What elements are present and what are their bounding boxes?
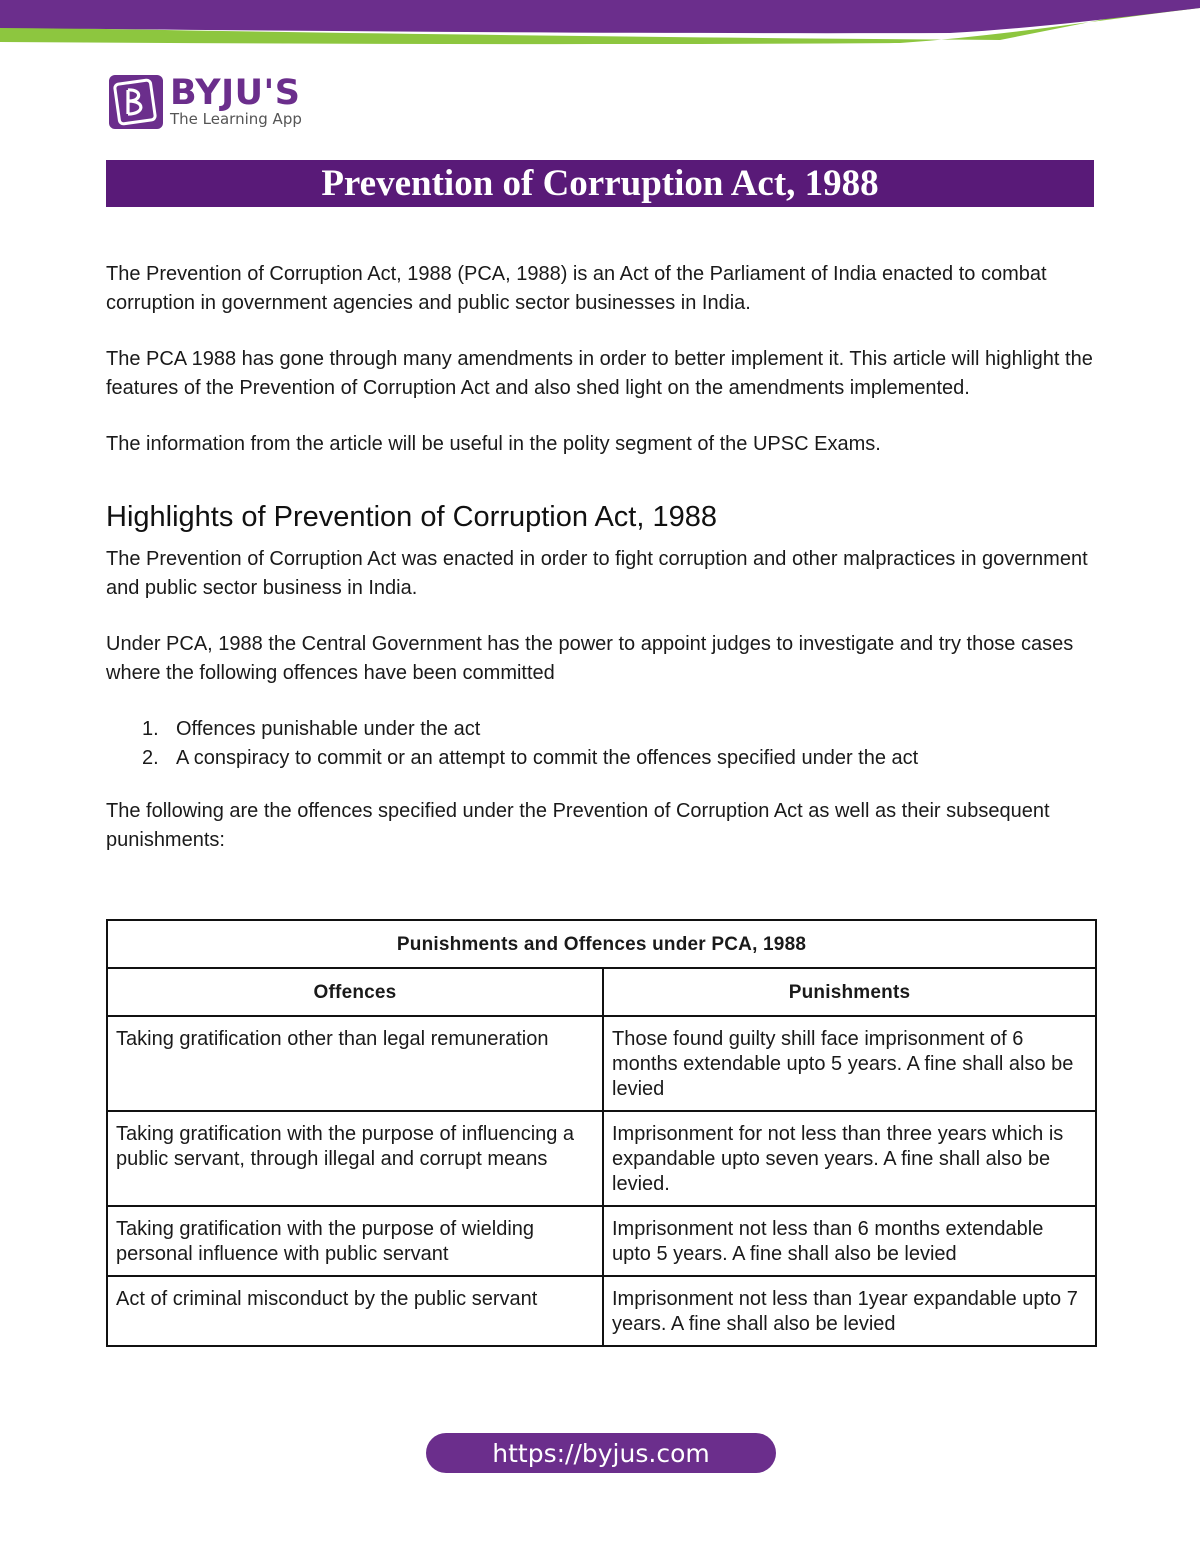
list-item-number: 2. (142, 746, 159, 769)
offences-table (106, 919, 1097, 1347)
punishment-cell: Imprisonment not less than 6 months extendable upto 5 years. A fine shall also be levied (603, 1206, 1096, 1276)
offence-cell: Act of criminal misconduct by the public servant (107, 1276, 603, 1346)
column-header-offences: Offences (107, 968, 603, 1016)
intro-paragraph: The Prevention of Corruption Act, 1988 (PCA, 1988) is an Act of the Parliament of India enacted to combat corruption in government agencies and public sector businesses in India. (106, 263, 1047, 314)
list-item (106, 744, 1096, 773)
list-item-number: 1. (142, 717, 159, 740)
offence-cell: Taking gratification with the purpose of influencing a public servant, through illegal and corrupt means (107, 1111, 603, 1206)
header-decorative-band (0, 0, 1200, 48)
section-paragraph: The Prevention of Corruption Act was enacted in order to fight corruption and other malpractices in government and public sector business in India. (106, 547, 1088, 599)
brand-logo (108, 72, 302, 130)
offence-cell: Taking gratification other than legal remuneration (107, 1016, 603, 1111)
intro-paragraph: The PCA 1988 has gone through many amendments in order to better implement it. This article will highlight the features of the Prevention of Corruption Act and also shed light on the amendments implemented. (106, 348, 1093, 399)
intro-paragraph: The information from the article will be useful in the polity segment of the UPSC Exams. (106, 433, 881, 455)
table-caption: Punishments and Offences under PCA, 1988 (107, 920, 1096, 968)
table-row (107, 1206, 1096, 1276)
offence-cell: Taking gratification with the purpose of wielding personal influence with public servant (107, 1206, 603, 1276)
list-item-text: A conspiracy to commit or an attempt to commit the offences specified under the act (176, 746, 919, 769)
section-paragraph: Under PCA, 1988 the Central Government has the power to appoint judges to investigate and try those cases where the following offences have been committed (106, 632, 1074, 684)
table-header-row (107, 968, 1096, 1016)
table-caption-row (107, 920, 1096, 968)
closing-paragraph: The following are the offences specified under the Prevention of Corruption Act as well as their subsequent punishments: (106, 799, 1050, 851)
byjus-logo-icon (108, 72, 164, 130)
punishment-cell: Imprisonment not less than 1year expandable upto 7 years. A fine shall also be levied (603, 1276, 1096, 1346)
title-banner (106, 160, 1094, 207)
footer-url[interactable]: https://byjus.com (492, 1438, 710, 1468)
footer-link-pill[interactable] (426, 1433, 776, 1473)
list-item (106, 715, 1096, 744)
page-title: Prevention of Corruption Act, 1988 (321, 163, 879, 204)
article-body (106, 260, 1096, 882)
punishment-cell: Those found guilty shill face imprisonment of 6 months extendable upto 5 years. A fine shall also be levied (603, 1016, 1096, 1111)
punishment-cell: Imprisonment for not less than three years which is expandable upto seven years. A fine shall also be levied. (603, 1111, 1096, 1206)
brand-name: BYJU'S (170, 72, 301, 113)
offence-list (106, 715, 1096, 773)
table-row (107, 1016, 1096, 1111)
list-item-text: Offences punishable under the act (176, 717, 481, 740)
column-header-punishments: Punishments (603, 968, 1096, 1016)
table-row (107, 1111, 1096, 1206)
section-heading: Highlights of Prevention of Corruption Act, 1988 (106, 500, 717, 533)
brand-tagline: The Learning App (170, 109, 302, 128)
table-row (107, 1276, 1096, 1346)
